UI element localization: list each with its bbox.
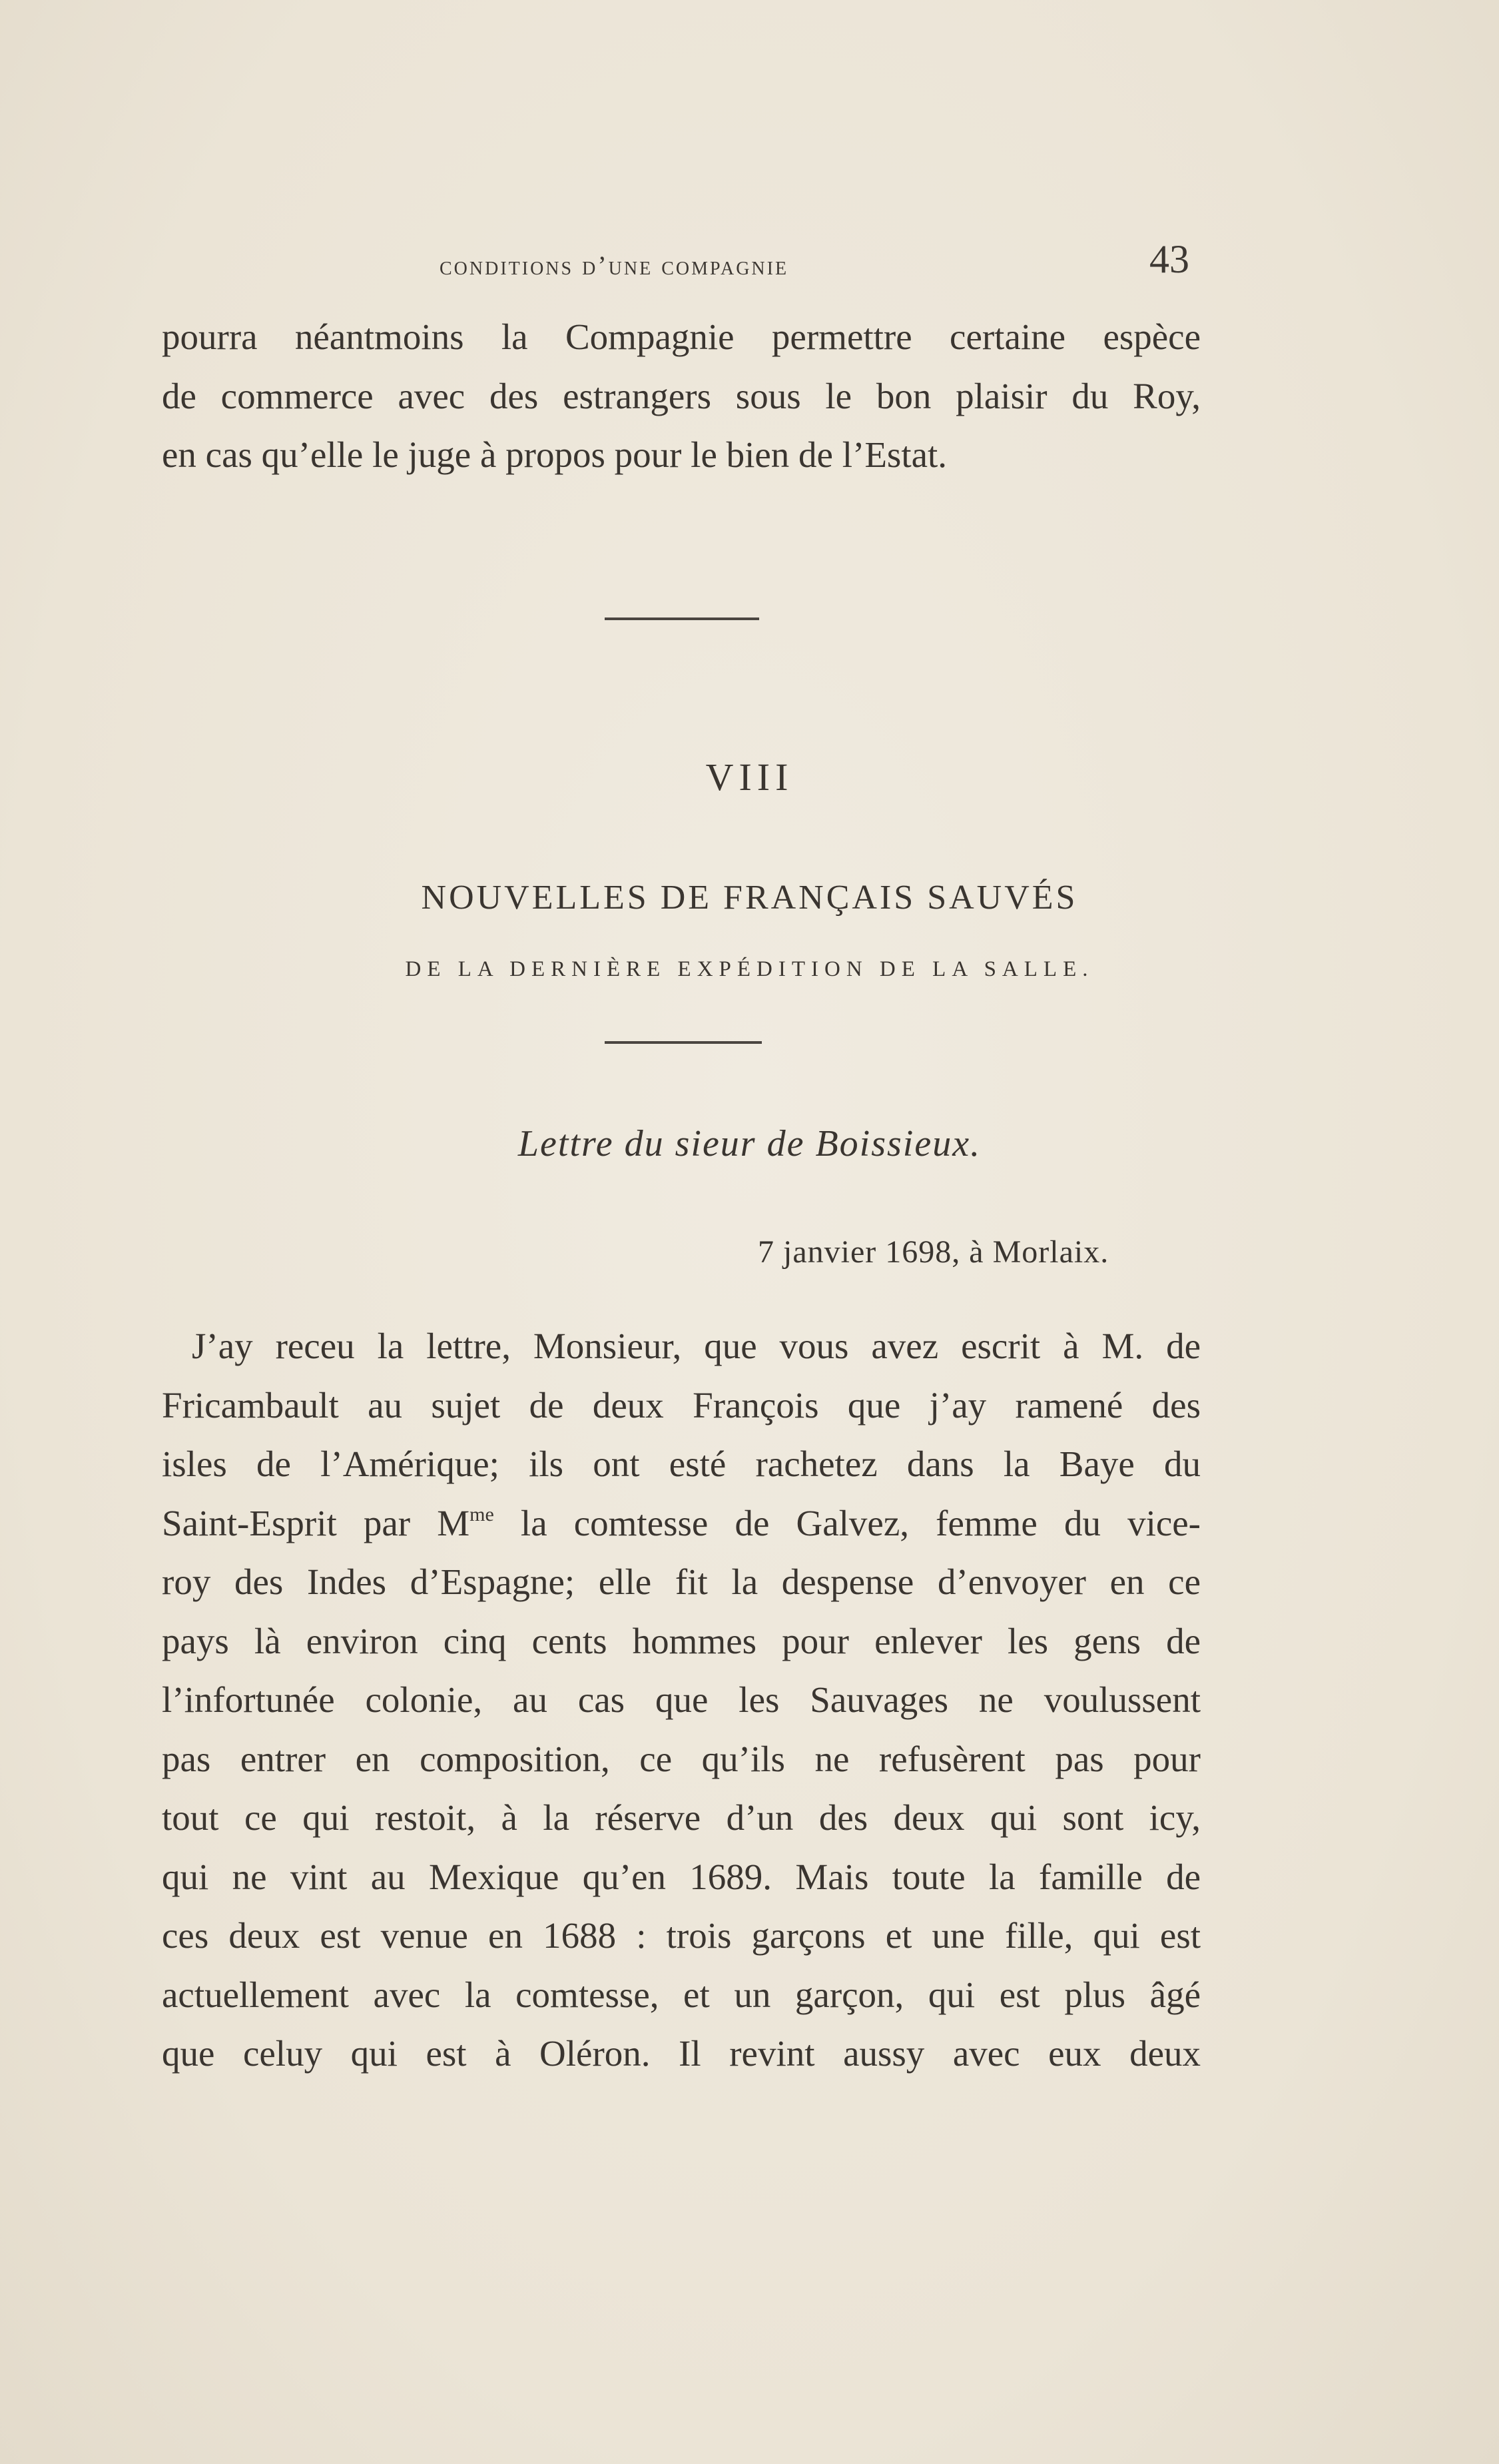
letter-title: Lettre du sieur de Boissieux. [517, 1123, 982, 1164]
text-line: isles de l’Amérique; ils ont esté rachetez dans la Baye du [162, 1443, 1201, 1484]
superscript-abbreviation: me [469, 1503, 494, 1525]
text-line: pas entrer en composition, ce qu’ils ne refusèrent pas pour [162, 1738, 1201, 1779]
paragraph-continued [162, 308, 1201, 485]
text-line: en cas qu’elle le juge à propos pour le bien de l’Estat. [162, 434, 948, 475]
letter-dateline: 7 janvier 1698, à Morlaix. [758, 1234, 1109, 1270]
section-divider-top [605, 617, 759, 620]
running-head: conditions d’une compagnie [440, 250, 789, 280]
text-line: pourra néantmoins la Compagnie permettre certaine espèce [162, 316, 1201, 357]
text-line: ces deux est venue en 1688 : trois garçons et une fille, qui est [162, 1915, 1201, 1956]
text-line: de commerce avec des estrangers sous le bon plaisir du Roy, [162, 375, 1201, 416]
section-subtitle: DE LA DERNIÈRE EXPÉDITION DE LA SALLE. [405, 957, 1094, 981]
text-line: Fricambault au sujet de deux François que j’ay ramené des [162, 1384, 1201, 1426]
letter-body [162, 1317, 1201, 2084]
text-line: qui ne vint au Mexique qu’en 1689. Mais toute la famille de [162, 1856, 1201, 1897]
text-fragment: la comtesse de Galvez, femme du vice- [493, 1502, 1201, 1543]
text-line: l’infortunée colonie, au cas que les Sauvages ne voulussent [162, 1679, 1201, 1720]
text-line: pays là environ cinq cents hommes pour enlever les gens de [162, 1620, 1201, 1661]
text-line [162, 1494, 1201, 1553]
text-line: tout ce qui restoit, à la réserve d’un des deux qui sont icy, [162, 1797, 1201, 1838]
text-line: roy des Indes d’Espagne; elle fit la despense d’envoyer en ce [162, 1561, 1201, 1602]
page-number: 43 [1149, 237, 1189, 281]
text-line: que celuy qui est à Oléron. Il revint aussy avec eux deux [162, 2033, 1201, 2074]
section-title: NOUVELLES DE FRANÇAIS SAUVÉS [421, 879, 1078, 917]
text-line: actuellement avec la comtesse, et un garçon, qui est plus âgé [162, 1974, 1201, 2015]
section-number: VIII [705, 755, 794, 799]
text-fragment: Saint-Esprit par M [162, 1502, 470, 1543]
text-line: J’ay receu la lettre, Monsieur, que vous avez escrit à M. de [192, 1326, 1201, 1366]
section-divider-bottom [605, 1041, 762, 1044]
